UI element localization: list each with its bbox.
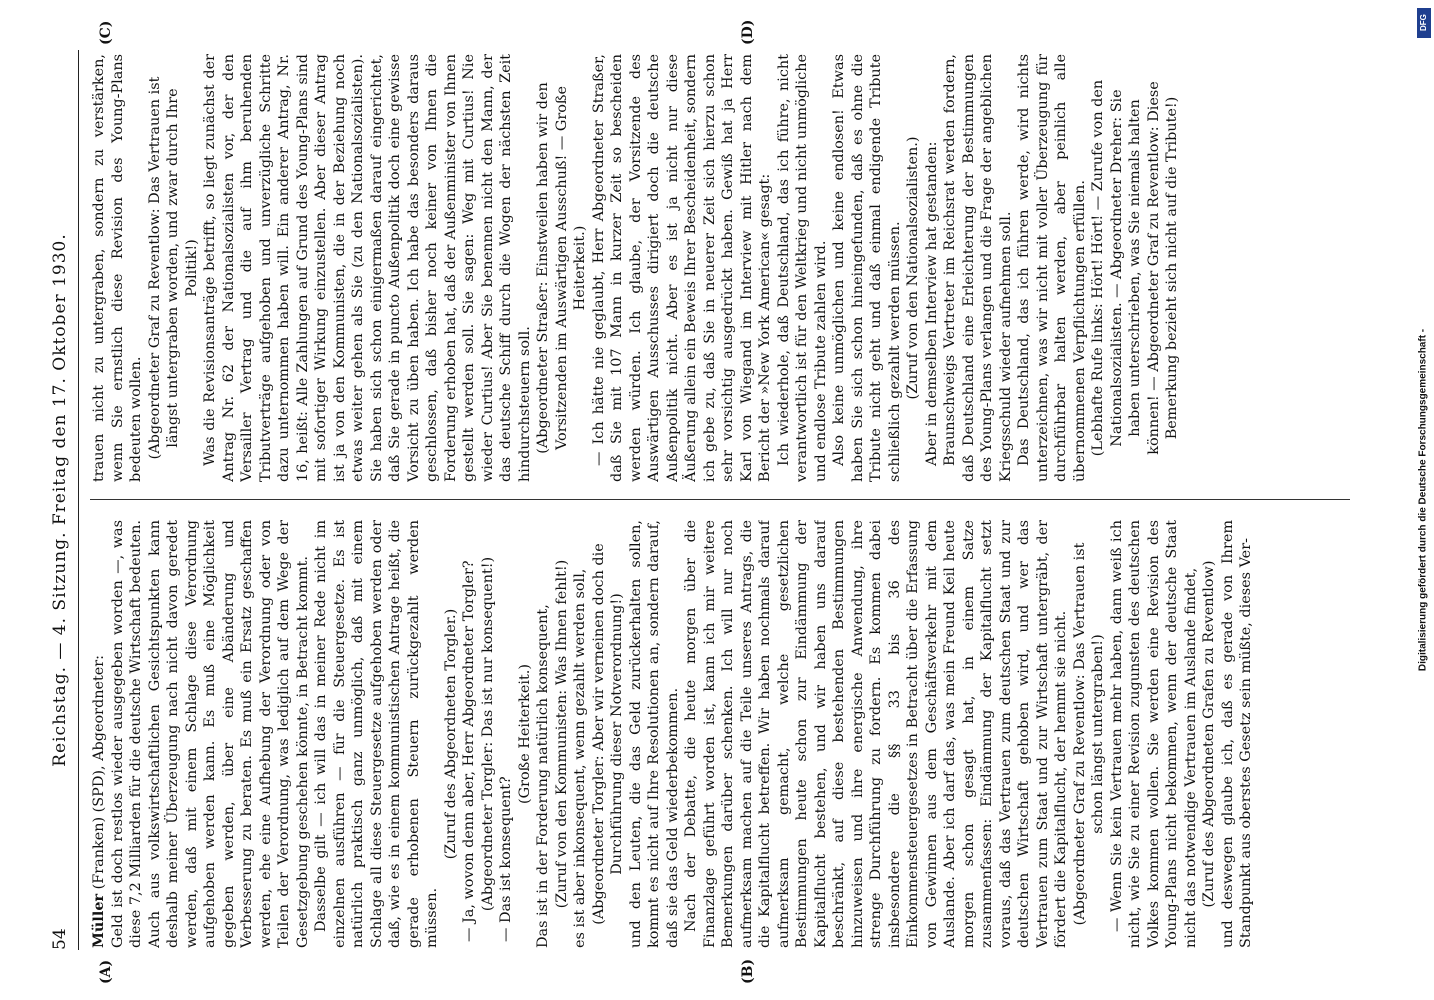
quotation: Braunschweigs Vertreter im Reichsrat werden fordern, daß Deutschland eine Erleichterung der Bestimmungen des Young-Plans verlangen und die Frage der angeblichen Kriegsschuld wieder aufnehmen soll. (942, 54, 1014, 482)
right-column (90, 54, 1360, 482)
left-column (90, 520, 1360, 948)
speaker-affiliation: (Franken) (SPD), Abgeordneter: (91, 654, 107, 894)
paragraph: trauen nicht zu untergraben, sondern zu verstärken, wenn Sie ernstlich diese Revision des Young-Plans bedeuten wollen. (91, 54, 144, 482)
interjection: (Zuruf von den Kommunisten: Was Ihnen fehlt!) (553, 559, 570, 909)
page-number: 54 (50, 928, 70, 950)
speaker-line (90, 520, 109, 948)
paragraph: Dasselbe gilt — ich will das in meiner Rede nicht im einzelnen ausführen — für die Steuergesetze. Es ist natürlich praktisch ganz unmöglich, daß mit einem Schlage all diese Steuergesetze aufgehoben werden oder daß, wie es in einem kommunistischen Antrage heißt, die gerade erhobenen Steuern zurückgezahlt werden müssen. (313, 520, 440, 948)
interjection: (Abgeordneter Straßer: Einstweilen haben wir den Vorsitzenden im Auswärtigen Ausschuß! — Große Heiterkeit.) (535, 82, 588, 454)
paragraph: Aber in demselben Interview hat gestanden: (923, 141, 940, 466)
margin-mark-c: (C) (98, 20, 114, 45)
paragraph: Nach der Debatte, die heute morgen über die Finanzlage geführt worden ist, kann ich mir weitere Bemerkungen darüber schenken. Ich will nur noch aufmerksam machen auf die Teile unseres Antrags, die die Kapitalflucht betreffen. Wir haben nochmals darauf aufmerksam gemacht, welche gesetzlichen Bestimmungen heute schon zur Eindämmung der Kapitalflucht bestehen, und wir haben uns darauf beschränkt, auf diese bestehenden Bestimmungen hinzuweisen und ihre energische Anwendung, ihre strenge Durchführung zu fordern. Es kommen dabei insbesondere die §§ 33 bis 36 des Einkommensteuergesetzes in Betracht über die Erfassung von Gewinnen aus dem Geschäftsverkehr mit dem Auslande. Aber ich darf das, was mein Freund Keil heute morgen schon gesagt hat, in einem Satze zusammenfassen: Eindämmung der Kapitalflucht setzt voraus, daß das Vertrauen zum deutschen Staat und zur deutschen Wirtschaft gehoben wird, und wer das Vertrauen zum Staat und zur Wirtschaft untergräbt, der fördert die Kapitalflucht, der hemmt sie nicht. (683, 520, 1069, 948)
paragraph: es ist aber inkonsequent, wenn gezahlt werden soll, (572, 568, 588, 948)
paragraph: und deswegen glaube ich, daß es gerade von Ihrem Standpunkt aus oberstes Gesetz sein müßte, dieses Ver- (1219, 520, 1254, 948)
interjection: (Große Heiterkeit.) (516, 664, 533, 805)
header-rule (78, 50, 79, 950)
margin-mark-b: (B) (740, 958, 756, 984)
interjection: (Zuruf des Abgeordneten Grafen zu Reventlow) (1201, 560, 1217, 908)
quotation: Das Deutschland, das ich führen werde, wird nichts unterzeichnen, was wir nicht mit voller Überzeugung für durchführbar halten werden, aber peinlich alle übernommenen Verpflichtungen erfüllen. (1016, 54, 1088, 482)
paragraph: — Das ist konsequent? (498, 776, 514, 942)
column-divider (90, 499, 1350, 500)
paragraph: — Ich hätte nie geglaubt, Herr Abgeordneter Straßer, daß Sie mit 107 Mann in kurzer Zeit so bescheiden werden würden. Ich glaube, der Vorsitzende des Auswärtigen Ausschusses dirigiert doch die deutsche Außenpolitik nicht. Aber es ist ja nicht nur diese Äußerung allein ein Beweis Ihrer Bescheidenheit, sondern ich gebe zu, daß Sie in neuerer Zeit sich hierzu schon sehr vorsichtig ausgedrückt haben. Gewiß hat ja Herr Karl von Wiegand im Interview mit Hitler nach dem Bericht der »New York American« gesagt: (590, 54, 773, 482)
paragraph: Geld ist doch restlos wieder ausgegeben worden —, was diese 7,2 Milliarden für die deutsche Wirtschaft bedeuten. Auch aus volkswirtschaftlichen Gesichtspunkten kann deshalb meiner Überzeugung nach nicht davon geredet werden, daß mit einem Schlage diese Verordnung aufgehoben werden kann. Es muß eine Möglichkeit gegeben werden, über eine Abänderung und Verbesserung zu beraten. Es muß ein Ersatz geschaffen werden, ehe eine Aufhebung der Verordnung oder von Teilen der Verordnung, was lediglich auf dem Wege der Gesetzgebung geschehen könnte, in Betracht kommt. (109, 520, 311, 948)
paragraph: Das ist in der Forderung natürlich konsequent, (535, 604, 551, 948)
paragraph: Was die Revisionsanträge betrifft, so liegt zunächst der Antrag Nr. 62 der Nationalsozialisten vor, der den Versailler Vertrag und die auf ihm beruhenden Tributverträge aufgehoben und unverzügliche Schritte dazu unternommen haben will. Ein anderer Antrag, Nr. 16, heißt: Alle Zahlungen auf Grund des Young-Plans sind mit sofortiger Wirkung einzustellen. Aber dieser Antrag ist ja von den Kommunisten, die in der Beziehung noch etwas weiter gehen als Sie (zu den Nationalsozialisten). Sie haben sich schon einigermaßen darauf eingerichtet, daß Sie gerade in puncto Außenpolitik doch eine gewisse Vorsicht zu üben haben. Ich habe das besonders daraus geschlossen, daß bisher noch keiner von Ihnen die Forderung erhoben hat, daß der Außenminister von Ihnen gestellt werden soll. Sie sagen: Weg mit Curtius! Nie wieder Curtius! Aber Sie benennen nicht den Mann, der das deutsche Schiff durch die Wogen der nächsten Zeit hindurchsteuern soll. (202, 54, 533, 482)
page-title: Reichstag. — 4. Sitzung. Freitag den 17. Oktober 1930. (50, 233, 70, 767)
margin-mark-d: (D) (740, 19, 756, 45)
interjection: (Abgeordneter Graf zu Reventlow: Das Vertrauen ist längst untergraben worden, und zwar durch Ihre Politik!) (146, 76, 200, 460)
interjection: (Abgeordneter Graf zu Reventlow: Das Vertrauen ist schon längst untergraben!) (1071, 542, 1106, 926)
dfg-logo: DFG (1417, 8, 1431, 38)
scanned-page (50, 19, 1370, 984)
interjection: (Abgeordneter Torgler: Aber wir verneinen doch die Durchführung dieser Notverordnung!) (590, 543, 625, 925)
paragraph: — Ja, wovon denn aber, Herr Abgeordneter Torgler? (461, 560, 477, 942)
interjection: (Zuruf des Abgeordneten Torgler.) (442, 608, 459, 860)
paragraph: Also keine unmöglichen und keine endlosen! Etwas haben Sie sich schon hineingefunden, daß es ohne die Tribute nicht geht und daß einmal endigende Tribute schließlich gezahlt werden müssen. (831, 54, 903, 482)
margin-mark-a: (A) (98, 959, 114, 984)
digitization-credit (1416, 8, 1430, 992)
credit-text: Digitalisierung gefördert durch die Deutsche Forschungsgemeinschaft - (1417, 328, 1429, 672)
page-header (50, 50, 78, 950)
paragraph: — Wenn Sie kein Vertrauen mehr haben, dann weiß ich nicht, wie Sie zu einer Revision zugunsten des deutschen Volkes kommen wollen. Sie werden eine Revision des Young-Plans nicht bekommen, wenn der deutsche Staat nicht das notwendige Vertrauen im Auslande findet, (1108, 520, 1199, 948)
interjection: (Abgeordneter Torgler: Das ist nur konsequent!) (479, 556, 496, 912)
quotation: Ich wiederhole, daß Deutschland, das ich führe, nicht verantwortlich ist für den Weltkrieg und nicht unmögliche und endlose Tribute zahlen wird. (775, 54, 829, 482)
speaker-name: Müller (90, 893, 107, 948)
interjection: (Zuruf von den Nationalsozialisten.) (905, 136, 921, 400)
paragraph: und den Leuten, die das Geld zurückerhalten sollen, kommt es nicht auf Ihre Resolutionen an, sondern darauf, daß sie das Geld wiederbekommen. (627, 520, 681, 948)
interjection: (Lebhafte Rufe links: Hört! Hört! — Zurufe von den Nationalsozialisten. — Abgeordneter Dreher: Sie haben unterschrieben, was Sie niemals halten können! — Abgeordneter Graf zu Reventlow: Diese Bemerkung bezieht sich nicht auf die Tribute!) (1090, 79, 1180, 457)
